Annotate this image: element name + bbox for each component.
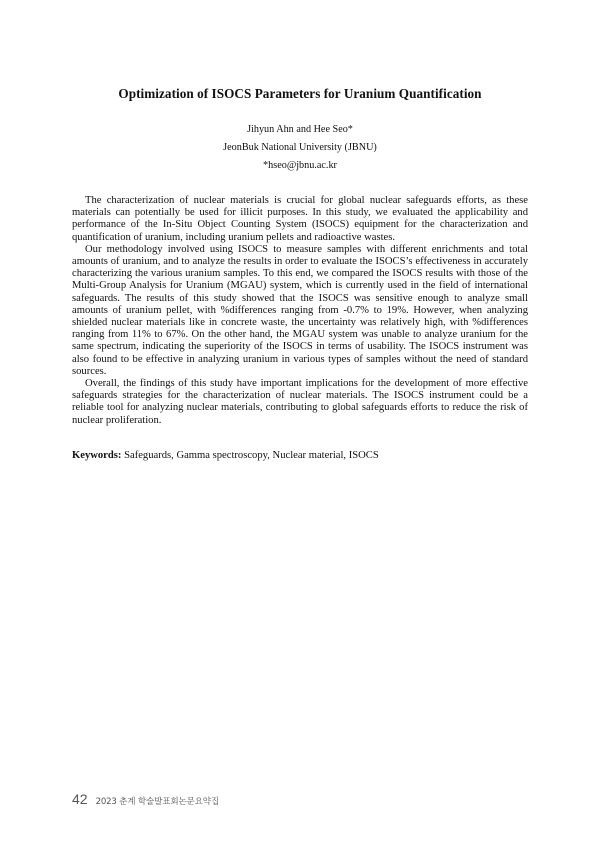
paper-title: Optimization of ISOCS Parameters for Uranium Quantification (118, 86, 482, 101)
author-email: *hseo@jbnu.ac.kr (263, 160, 337, 171)
page-number: 42 (72, 791, 88, 807)
abstract-paragraph-1: The characterization of nuclear materials is crucial for global nuclear safeguards efforts, as these materials can potentially be used for illicit purposes. In this study, we evaluated the applicability and performance of the In-Situ Object Counting System (ISOCS) equipment for the characterization and quantification of uranium, including uranium pellets and radioactive wastes. (72, 195, 528, 243)
paper-affiliation: JeonBuk National University (JBNU) (223, 142, 377, 153)
keywords-list: Safeguards, Gamma spectroscopy, Nuclear material, ISOCS (124, 450, 379, 461)
abstract-body (72, 195, 528, 427)
proceedings-title: 2023 춘계 학술발표회논문요약집 (95, 797, 219, 807)
abstract-paragraph-2: Our methodology involved using ISOCS to measure samples with different enrichments and total amounts of uranium, and to analyze the results in order to evaluate the ISOCS’s effectiveness in accurately characterizing the various uranium samples. To this end, we compared the ISOCS results with those of the Multi-Group Analysis for Uranium (MGAU) system, which is currently used in the field of international safeguards. The results of this study showed that the ISOCS was sensitive enough to analyze small amounts of uranium pellet, with %differences ranging from -0.7% to 19%. However, when analyzing shielded nuclear materials like in concrete waste, the uncertainty was relatively high, with %differences ranging from 11% to 67%. On the other hand, the MGAU system was unable to analyze uranium for the same spectrum, indicating the superiority of the ISOCS in terms of usability. The ISOCS instrument was also found to be effective in analyzing uranium in various types of samples without the need of standard sources. (72, 243, 528, 377)
abstract-paragraph-3: Overall, the findings of this study have important implications for the development of more effective safeguards strategies for the characterization of nuclear materials. The ISOCS instrument could be a reliable tool for analyzing nuclear materials, contributing to global safeguards efforts to reduce the risk of nuclear proliferation. (72, 378, 528, 426)
paper-authors: Jihyun Ahn and Hee Seo* (247, 124, 353, 135)
keywords-label: Keywords: (72, 450, 122, 461)
page-footer (72, 791, 219, 807)
keywords-line (72, 450, 528, 461)
